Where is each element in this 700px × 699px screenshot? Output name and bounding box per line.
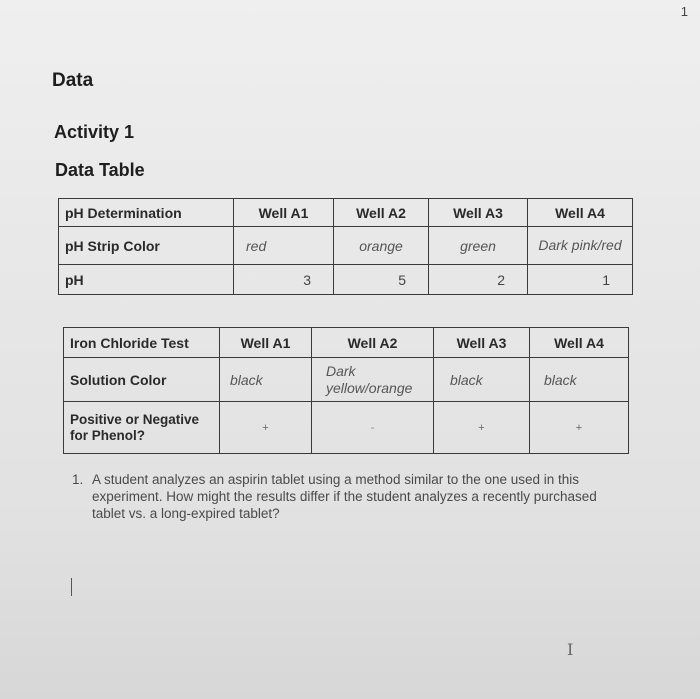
table-cell: black — [220, 358, 312, 402]
row-label: pH Strip Color — [59, 227, 234, 265]
table-header-cell: Well A2 — [334, 199, 429, 227]
table-header-cell: Iron Chloride Test — [64, 328, 220, 358]
text-cursor[interactable] — [71, 578, 72, 596]
table-cell: 2 — [429, 265, 528, 295]
table-cell: red — [234, 227, 334, 265]
question-number: 1. — [72, 472, 84, 487]
table-row — [64, 402, 629, 454]
table-header-cell: Well A1 — [220, 328, 312, 358]
table-cell: 1 — [528, 265, 633, 295]
section-heading: Data — [52, 70, 94, 91]
activity-heading: Activity 1 — [54, 122, 135, 142]
table-cell: + — [530, 402, 629, 454]
iron-chloride-table — [63, 327, 629, 454]
page-number: 1 — [680, 4, 688, 19]
ph-determination-table — [58, 198, 633, 295]
table-cell: green — [429, 227, 528, 265]
table-row — [59, 199, 633, 227]
row-label: Solution Color — [64, 358, 220, 402]
question-text: A student analyzes an aspirin tablet using a method similar to the one used in this experiment. How might the results differ if the student analyzes a recently purchased tablet vs. a long-expired tablet? — [92, 472, 597, 521]
table-cell: + — [434, 402, 530, 454]
table-header-cell: Well A4 — [528, 199, 633, 227]
table-row — [59, 227, 633, 265]
table-cell: black — [434, 358, 530, 402]
table-header-cell: pH Determination — [59, 199, 234, 227]
table-header-cell: Well A3 — [434, 328, 530, 358]
table-header-cell: Well A4 — [530, 328, 629, 358]
table-cell: - — [312, 402, 434, 454]
row-label: pH — [59, 265, 234, 295]
table-cell: Dark yellow/orange — [312, 358, 434, 402]
row-label: Positive or Negative for Phenol? — [64, 402, 220, 454]
question-item — [72, 471, 632, 522]
table-header-cell: Well A1 — [234, 199, 334, 227]
table-cell: + — [220, 402, 312, 454]
table-cell: 3 — [234, 265, 334, 295]
table-cell: orange — [334, 227, 429, 265]
table-row — [64, 358, 629, 402]
table-cell: Dark pink/red — [528, 227, 633, 265]
table-row — [64, 328, 629, 358]
data-table-heading: Data Table — [55, 160, 145, 180]
ibeam-cursor-icon: I — [567, 640, 574, 659]
table-header-cell: Well A3 — [429, 199, 528, 227]
table-row — [59, 265, 633, 295]
table-header-cell: Well A2 — [312, 328, 434, 358]
table-cell: black — [530, 358, 629, 402]
table-cell: 5 — [334, 265, 429, 295]
